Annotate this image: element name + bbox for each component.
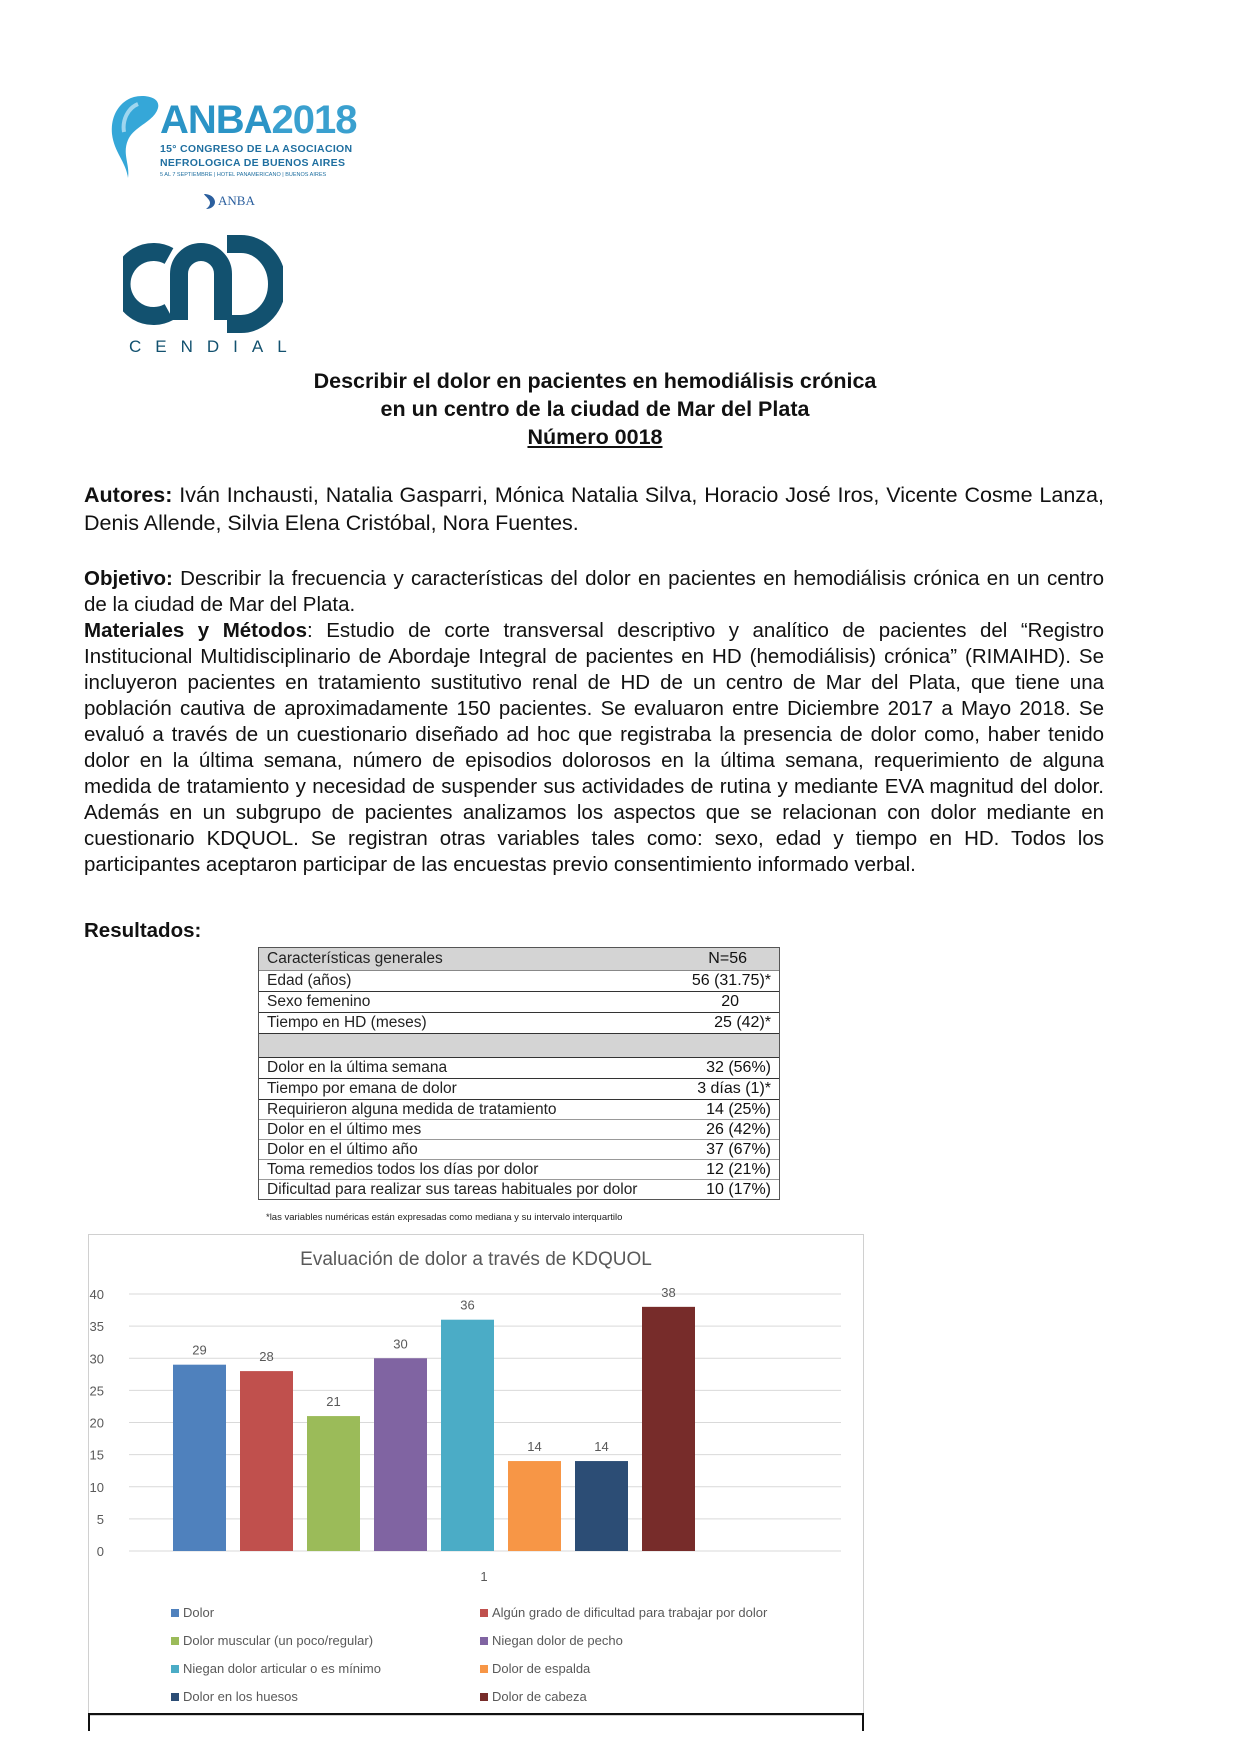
- data-label: 14: [594, 1439, 609, 1455]
- table-cell-label: Dolor en el último año: [267, 1141, 418, 1158]
- characteristics-table: [258, 947, 780, 1200]
- bar-1: [173, 1365, 226, 1551]
- table-cell-value: 37 (67%): [706, 1141, 771, 1158]
- data-label: 14: [527, 1439, 542, 1455]
- authors-text: Iván Inchausti, Natalia Gasparri, Mónica Natalia Silva, Horacio José Iros, Vicente Cosme Lanza, Denis Allende, Silvia Elena Cristóbal, Nora Fuentes.: [84, 483, 1104, 535]
- y-tick-label: 10: [89, 1479, 104, 1495]
- authors-paragraph: [84, 481, 1104, 537]
- methods-label: Materiales y Métodos: [84, 619, 307, 642]
- anba-2018-logo: [108, 92, 368, 217]
- objective-paragraph: [84, 566, 1104, 618]
- table-cell-value: 32 (56%): [706, 1059, 771, 1076]
- table-separator-row: [259, 1034, 779, 1058]
- y-tick-label: 30: [89, 1351, 104, 1367]
- y-tick-label: 15: [89, 1447, 104, 1463]
- kdquol-bar-chart: [88, 1234, 864, 1716]
- table-row: [259, 1160, 779, 1180]
- kidney-drop-icon: [108, 92, 168, 184]
- table-cell-value: 26 (42%): [706, 1121, 771, 1138]
- bar-7: [575, 1461, 628, 1551]
- legend-label: Dolor en los huesos: [183, 1689, 298, 1704]
- methods-paragraph: [84, 618, 1104, 878]
- table-cell-label: Requirieron alguna medida de tratamiento: [267, 1101, 557, 1118]
- chart-bottom-bracket: [88, 1713, 864, 1731]
- legend-label: Dolor: [183, 1605, 215, 1620]
- table-cell-label: Tiempo en HD (meses): [267, 1014, 427, 1031]
- table-cell-label: Dificultad para realizar sus tareas habituales por dolor: [267, 1181, 638, 1198]
- bar-3: [307, 1416, 360, 1551]
- legend-swatch: [171, 1637, 179, 1645]
- legend-swatch: [171, 1665, 179, 1673]
- table-header-label: Características generales: [267, 950, 443, 967]
- table-row: [259, 1120, 779, 1140]
- bar-6: [508, 1461, 561, 1551]
- anba-wordmark: ANBA2018: [160, 98, 357, 142]
- table-header-row: [259, 948, 779, 971]
- table-row: [259, 1180, 779, 1199]
- legend-label: Dolor de cabeza: [492, 1689, 587, 1704]
- data-label: 38: [661, 1284, 676, 1300]
- y-tick-label: 0: [96, 1544, 104, 1559]
- legend-label: Niegan dolor articular o es mínimo: [183, 1661, 381, 1676]
- data-label: 28: [259, 1349, 274, 1365]
- anba-line-3: 5 AL 7 SEPTIEMBRE | HOTEL PANAMERICANO | BUENOS AIRES: [160, 172, 327, 178]
- legend-label: Algún grado de dificultad para trabajar por dolor: [492, 1605, 768, 1620]
- y-tick-label: 20: [89, 1415, 104, 1431]
- table-row: [259, 971, 779, 992]
- anba-small-mark-icon: [202, 192, 216, 210]
- table-cell-value: 25 (42)*: [714, 1014, 771, 1031]
- objective-label: Objetivo:: [84, 567, 173, 590]
- table-cell-value: 3 días (1)*: [697, 1080, 771, 1097]
- y-tick-label: 5: [96, 1511, 104, 1527]
- anba-sub-logo: ANBA: [218, 193, 255, 208]
- legend-swatch: [480, 1693, 488, 1701]
- table-row: [259, 1079, 779, 1100]
- y-tick-label: 35: [89, 1319, 104, 1335]
- title-line-2: en un centro de la ciudad de Mar del Plata: [380, 397, 810, 421]
- table-header-value: N=56: [708, 950, 747, 967]
- authors-label: Autores:: [84, 483, 173, 507]
- legend-swatch: [480, 1637, 488, 1645]
- cnd-mark-icon: [123, 234, 283, 334]
- table-cell-value: 20: [721, 993, 739, 1010]
- data-label: 36: [460, 1297, 475, 1313]
- table-cell-value: 14 (25%): [706, 1101, 771, 1118]
- y-tick-label: 25: [89, 1383, 104, 1399]
- title-line-1: Describir el dolor en pacientes en hemodiálisis crónica: [313, 369, 877, 393]
- anba-line-2: NEFROLOGICA DE BUENOS AIRES: [160, 157, 346, 169]
- table-row: [259, 1140, 779, 1160]
- table-cell-label: Sexo femenino: [267, 993, 371, 1010]
- data-label: 29: [192, 1342, 207, 1358]
- table-cell-value: 10 (17%): [706, 1181, 771, 1198]
- bar-8: [642, 1307, 695, 1551]
- table-row: [259, 1058, 779, 1079]
- chart-plot-area: [89, 1235, 863, 1715]
- table-row: [259, 992, 779, 1013]
- table-footnote: *las variables numéricas están expresadas como mediana y su intervalo interquartilo: [266, 1212, 623, 1223]
- bar-2: [240, 1371, 293, 1551]
- cendial-wordmark: CENDIAL: [129, 337, 301, 356]
- table-row: [259, 1013, 779, 1034]
- cendial-logo: [123, 234, 301, 359]
- chart-title: Evaluación de dolor a través de KDQUOL: [300, 1249, 652, 1270]
- x-tick-label: 1: [480, 1569, 488, 1584]
- table-cell-label: Tiempo por emana de dolor: [267, 1080, 457, 1097]
- anba-line-1: 15° CONGRESO DE LA ASOCIACION: [160, 143, 353, 155]
- methods-text: : Estudio de corte transversal descriptivo y analítico de pacientes del “Registro Institucional Multidisciplinario de Abordaje Integral de pacientes en HD (hemodiálisis) crónica” (RIMAIHD). Se incluyeron pacientes en tratamiento sustitutivo renal de HD de un centro de Mar del Plata, que tiene una población cautiva de aproximadamente 150 pacientes. Se evaluaron entre Diciembre 2017 a Mayo 2018. Se evaluó a través de un cuestionario diseñado ad hoc que registraba la presencia de dolor como, haber tenido dolor en la última semana, número de episodios dolorosos en la última semana, requerimiento de alguna medida de tratamiento y necesidad de suspender sus actividades de rutina y mediante EVA magnitud del dolor. Además en un subgrupo de pacientes analizamos los aspectos que se relacionan con dolor mediante en cuestionario KDQUOL. Se registran otras variables tales como: sexo, edad y tiempo en HD. Todos los participantes aceptaron participar de las encuestas previo consentimiento informado verbal.: [84, 619, 1104, 876]
- legend-swatch: [171, 1693, 179, 1701]
- data-label: 21: [326, 1394, 341, 1410]
- bar-5: [441, 1320, 494, 1551]
- results-label: Resultados:: [84, 919, 202, 942]
- table-cell-label: Dolor en la última semana: [267, 1059, 448, 1076]
- table-row: [259, 1100, 779, 1120]
- table-cell-label: Toma remedios todos los días por dolor: [267, 1161, 539, 1178]
- bar-4: [374, 1358, 427, 1551]
- table-cell-value: 12 (21%): [706, 1161, 771, 1178]
- legend-label: Niegan dolor de pecho: [492, 1633, 623, 1648]
- table-cell-value: 56 (31.75)*: [691, 972, 771, 989]
- data-label: 30: [393, 1336, 408, 1352]
- legend-swatch: [171, 1609, 179, 1617]
- abstract-number: Número 0018: [527, 425, 663, 449]
- legend-swatch: [480, 1609, 488, 1617]
- legend-label: Dolor muscular (un poco/regular): [183, 1633, 374, 1648]
- table-cell-label: Dolor en el último mes: [267, 1121, 422, 1138]
- table-cell-label: Edad (años): [267, 972, 352, 989]
- legend-label: Dolor de espalda: [492, 1661, 591, 1676]
- y-tick-label: 40: [89, 1287, 104, 1302]
- objective-text: Describir la frecuencia y características del dolor en pacientes en hemodiálisis crónica en un centro de la ciudad de Mar del Plata.: [84, 567, 1104, 616]
- legend-swatch: [480, 1665, 488, 1673]
